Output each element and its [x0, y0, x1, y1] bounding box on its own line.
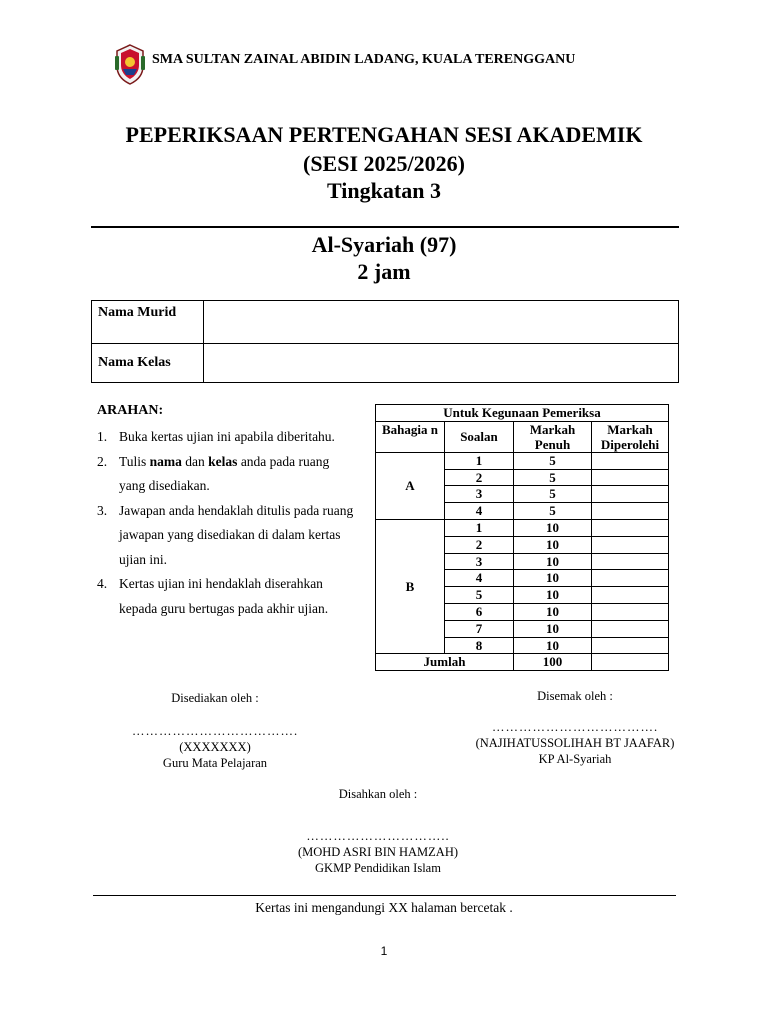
header-full-marks: Markah Penuh: [514, 421, 592, 452]
question-number: 1: [445, 452, 514, 469]
obtained-marks-cell[interactable]: [592, 603, 669, 620]
obtained-marks-cell[interactable]: [592, 620, 669, 637]
instruction-text-part: nama: [149, 453, 182, 469]
full-marks-cell: 10: [514, 519, 592, 536]
approved-by-role: GKMP Pendidikan Islam: [315, 861, 441, 875]
class-name-label: Nama Kelas: [92, 344, 204, 383]
exam-session: (SESI 2025/2026): [303, 151, 465, 176]
full-marks-cell: 10: [514, 587, 592, 604]
full-marks-cell: 10: [514, 620, 592, 637]
total-label: Jumlah: [376, 654, 514, 671]
exam-form-level: Tingkatan 3: [327, 178, 441, 203]
obtained-marks-cell[interactable]: [592, 553, 669, 570]
instructions-list: [97, 425, 357, 621]
obtained-marks-cell[interactable]: [592, 519, 669, 536]
instruction-item: [97, 450, 357, 499]
full-marks-cell: 10: [514, 637, 592, 654]
instruction-text: [119, 425, 357, 450]
title-divider: [91, 226, 679, 228]
checked-by-block: [460, 688, 690, 767]
full-marks-cell: 10: [514, 603, 592, 620]
page-number: 1: [380, 944, 388, 958]
prepared-by-name: (XXXXXXX): [179, 740, 251, 754]
obtained-marks-cell[interactable]: [592, 637, 669, 654]
checked-by-role: KP Al-Syariah: [538, 752, 612, 766]
school-header: [112, 42, 575, 86]
footer-page-count-note: Kertas ini mengandungi XX halaman bercetak .: [255, 900, 513, 915]
marks-table-total-row: [376, 654, 669, 671]
instruction-text: [119, 499, 357, 573]
instruction-text-part: Buka kertas ujian ini apabila diberitahu.: [119, 429, 335, 444]
obtained-marks-cell[interactable]: [592, 587, 669, 604]
instruction-number: 1.: [97, 429, 108, 444]
instruction-text-part: Jawapan anda hendaklah ditulis pada ruang jawapan yang disediakan di dalam kertas ujian ini.: [119, 502, 354, 567]
question-number: 6: [445, 603, 514, 620]
prepared-by-block: [120, 690, 310, 771]
student-name-label: Nama Murid: [92, 301, 204, 344]
full-marks-cell: 10: [514, 553, 592, 570]
student-info-table: [91, 300, 679, 383]
student-name-field[interactable]: [204, 301, 679, 344]
instruction-text-part: kelas: [208, 453, 238, 469]
exam-duration: 2 jam: [357, 259, 411, 284]
obtained-marks-cell[interactable]: [592, 452, 669, 469]
instruction-text: [119, 572, 357, 621]
question-number: 5: [445, 587, 514, 604]
question-number: 8: [445, 637, 514, 654]
instructions-title: ARAHAN:: [97, 403, 164, 418]
obtained-marks-cell[interactable]: [592, 486, 669, 503]
question-number: 1: [445, 519, 514, 536]
obtained-marks-cell[interactable]: [592, 570, 669, 587]
instruction-text-part: anda pada ruang yang disediakan.: [119, 453, 330, 493]
prepared-by-signature-line: ……………………………….: [131, 724, 299, 738]
question-number: 4: [445, 570, 514, 587]
class-name-row: [92, 344, 679, 383]
prepared-by-role: Guru Mata Pelajaran: [162, 756, 268, 770]
instruction-text-part: dan: [181, 453, 209, 469]
header-question: Soalan: [445, 421, 514, 452]
section-label: B: [376, 519, 445, 653]
marks-table-title-row: [376, 405, 669, 422]
approved-by-name: (MOHD ASRI BIN HAMZAH): [297, 845, 459, 859]
prepared-by-label: Disediakan oleh :: [171, 691, 259, 705]
instruction-item: [97, 499, 357, 573]
header-obtained-marks: Markah Diperolehi: [592, 421, 669, 452]
question-number: 3: [445, 486, 514, 503]
marks-table-row: [376, 519, 669, 536]
instruction-item: [97, 425, 357, 450]
question-number: 3: [445, 553, 514, 570]
full-marks-cell: 10: [514, 570, 592, 587]
student-name-row: [92, 301, 679, 344]
subject-title: Al-Syariah (97): [311, 232, 457, 257]
question-number: 4: [445, 503, 514, 520]
question-number: 7: [445, 620, 514, 637]
checked-by-signature-line: ……………………………….: [491, 720, 659, 734]
section-label: A: [376, 452, 445, 519]
instruction-number: 4.: [97, 576, 108, 591]
exam-title: PEPERIKSAAN PERTENGAHAN SESI AKADEMIK: [125, 122, 643, 147]
full-marks-cell: 5: [514, 469, 592, 486]
footer-divider: [93, 895, 676, 896]
approved-by-block: [270, 786, 486, 876]
question-number: 2: [445, 536, 514, 553]
obtained-marks-cell[interactable]: [592, 469, 669, 486]
total-obtained-marks-cell[interactable]: [592, 654, 669, 671]
checked-by-label: Disemak oleh :: [537, 689, 613, 703]
instruction-text-part: Tulis: [119, 453, 150, 469]
question-number: 2: [445, 469, 514, 486]
checked-by-name: (NAJIHATUSSOLIHAH BT JAAFAR): [475, 736, 675, 750]
approved-by-label: Disahkan oleh :: [338, 787, 418, 801]
marks-table-row: [376, 452, 669, 469]
full-marks-cell: 5: [514, 503, 592, 520]
full-marks-cell: 10: [514, 536, 592, 553]
instruction-text: [119, 450, 357, 499]
obtained-marks-cell[interactable]: [592, 503, 669, 520]
full-marks-cell: 5: [514, 486, 592, 503]
header-section: Bahagia n: [376, 421, 445, 452]
school-name: SMA SULTAN ZAINAL ABIDIN LADANG, KUALA TERENGGANU: [152, 52, 576, 67]
instruction-number: 2.: [97, 453, 108, 469]
school-crest-icon: [112, 42, 148, 86]
full-marks-cell: 5: [514, 452, 592, 469]
instruction-item: [97, 572, 357, 621]
marks-table: [375, 404, 669, 671]
marks-table-header-row: [376, 421, 669, 452]
class-name-field[interactable]: [204, 344, 679, 383]
obtained-marks-cell[interactable]: [592, 536, 669, 553]
approved-by-signature-line: …………………………..: [306, 829, 450, 843]
instruction-number: 3.: [97, 502, 108, 518]
total-full-marks: 100: [514, 654, 592, 671]
instruction-text-part: Kertas ujian ini hendaklah diserahkan kepada guru bertugas pada akhir ujian.: [119, 576, 329, 616]
marks-table-title: Untuk Kegunaan Pemeriksa: [376, 405, 669, 422]
